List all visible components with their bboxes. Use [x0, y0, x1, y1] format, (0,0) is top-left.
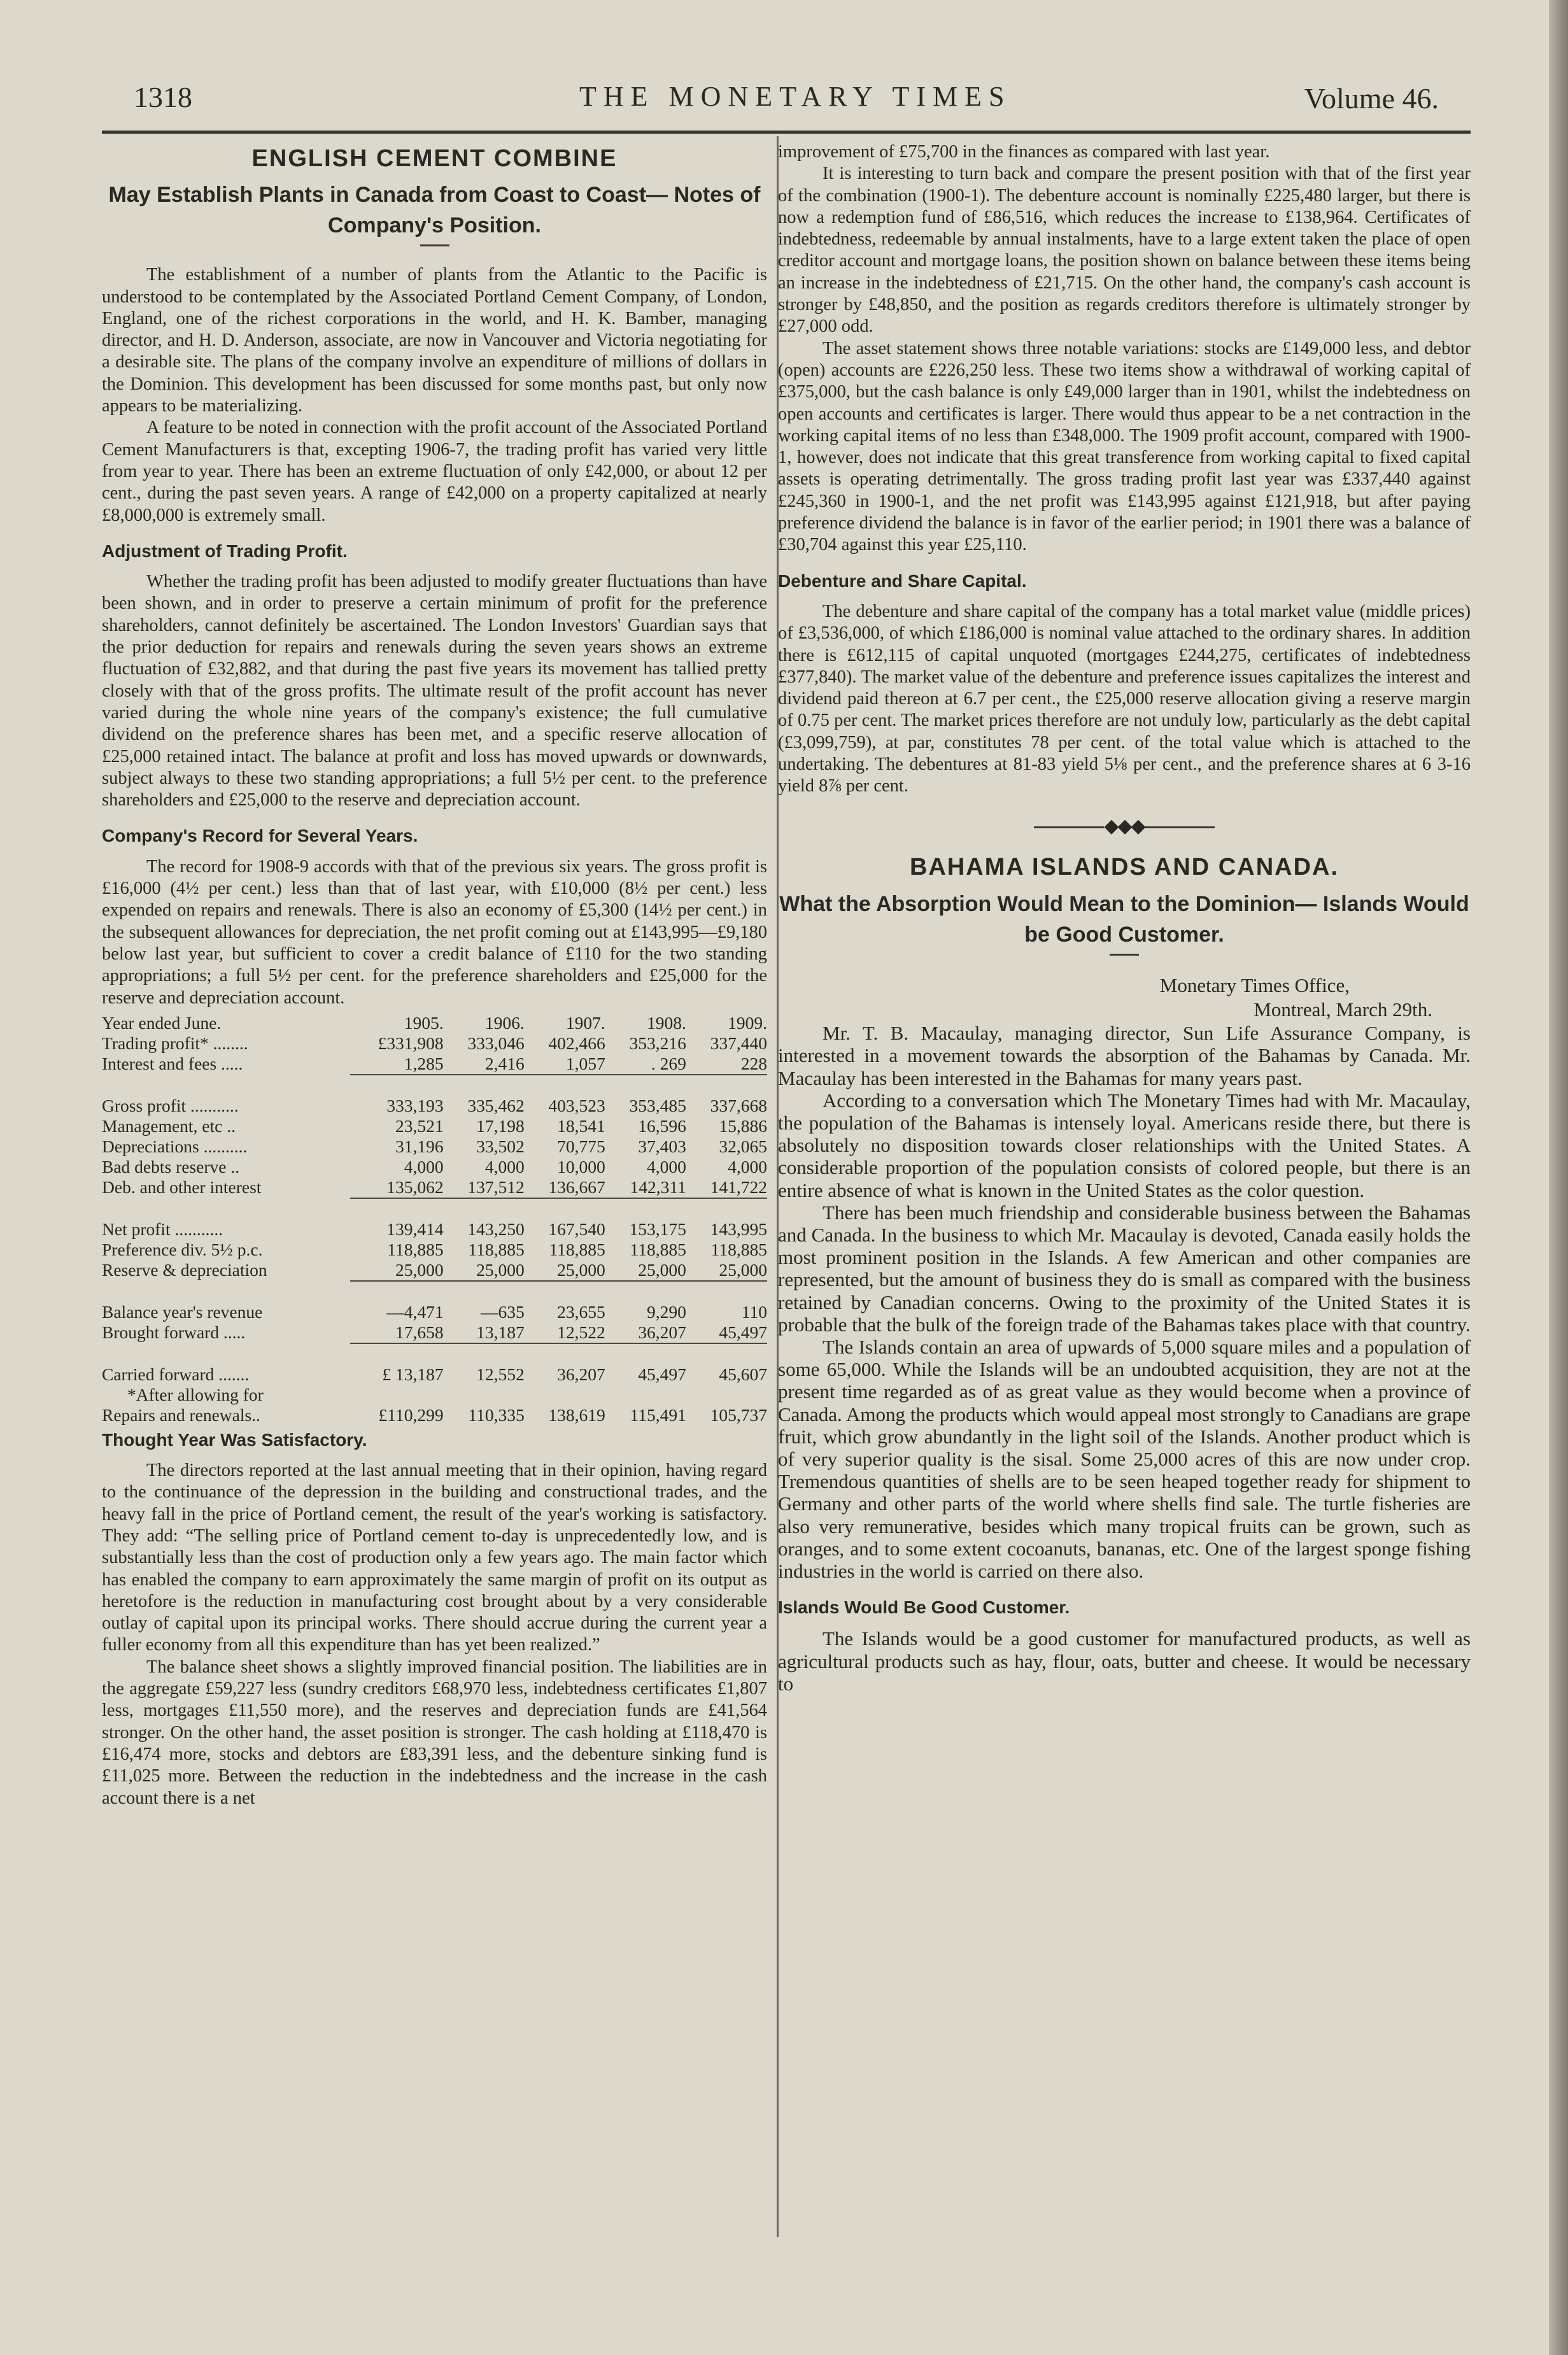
table-cell: 143,250 — [467, 1219, 525, 1239]
table-row — [102, 1054, 767, 1075]
title-dash — [420, 244, 449, 246]
table-note: *After allowing for — [127, 1384, 264, 1404]
table-cell: Net profit ........... — [102, 1219, 223, 1239]
right-column — [778, 141, 1471, 1695]
table-cell: 353,485 — [629, 1095, 686, 1115]
table-cell: 25,000 — [557, 1259, 605, 1280]
table-cell: 167,540 — [548, 1219, 605, 1239]
table-cell: 33,502 — [476, 1136, 525, 1156]
ornament-divider: ◆◆◆ — [778, 816, 1471, 837]
table-cell: 402,466 — [548, 1033, 605, 1053]
title-dash — [1110, 954, 1139, 956]
paragraph: It is interesting to turn back and compare the present position with that of the first year of the combination (1900-1). The debenture account is nominally £225,480 larger, but there is now a redemption fund of £86,516, which reduces the increase to £138,964. Certificates of indebtedness, redeemable by annual instalments, have to a large extent taken the place of open creditor account and mortgage loans, the position shown on balance between these items being an increase in the indebtedness of £21,715. On the other hand, the company's cash account is stronger by £48,850, and the position as regards creditors therefore is ultimately stronger by £27,000 odd. — [778, 164, 1471, 337]
table-cell: 45,497 — [638, 1364, 686, 1384]
left-column — [102, 141, 767, 1809]
table-cell: Depreciations .......... — [102, 1136, 248, 1156]
paragraph: The Islands would be a good customer for manufactured products, as well as agricultural products such as hay, flour, oats, butter and cheese. It would be necessary to — [778, 1627, 1471, 1695]
table-cell: 13,187 — [476, 1322, 525, 1342]
table-cell: 16,596 — [638, 1115, 686, 1136]
table-cell: Interest and fees ..... — [102, 1054, 243, 1074]
table-cell: 118,885 — [630, 1239, 686, 1259]
table-cell: 1,057 — [565, 1053, 605, 1073]
table-cell: Trading profit* ........ — [102, 1033, 248, 1053]
table-cell: 25,000 — [719, 1259, 767, 1280]
section-heading: Adjustment of Trading Profit. — [102, 541, 348, 561]
table-cell: Bad debts reserve .. — [102, 1156, 240, 1177]
table-cell: 1908. — [647, 1012, 686, 1033]
table-cell: Preference div. 5½ p.c. — [102, 1239, 263, 1259]
table-row — [102, 1240, 767, 1260]
table-cell: £331,908 — [378, 1033, 444, 1053]
table-cell: 1909. — [728, 1012, 767, 1033]
table-cell: 403,523 — [548, 1095, 605, 1115]
table-row — [102, 1177, 767, 1198]
table-cell: 2,416 — [484, 1053, 525, 1073]
table-cell: 45,607 — [719, 1364, 767, 1384]
table-cell: . 269 — [651, 1053, 686, 1073]
table-cell: 17,198 — [476, 1115, 525, 1136]
table-cell: 333,046 — [467, 1033, 525, 1053]
table-cell: 337,440 — [710, 1033, 767, 1053]
table-cell: 32,065 — [719, 1136, 767, 1156]
table-cell: Balance year's revenue — [102, 1301, 263, 1322]
page-number: 1318 — [134, 81, 192, 113]
table-cell: £110,299 — [378, 1404, 444, 1425]
section-heading: Company's Record for Several Years. — [102, 826, 418, 846]
table-row — [102, 1405, 767, 1425]
paragraph: Mr. T. B. Macaulay, managing director, Sun Life Assurance Company, is interested in a movement towards the absorption of the Bahamas by Canada. Mr. Macaulay has been interested in the Bahamas for many years past. — [778, 1022, 1471, 1089]
table-cell: Carried forward ....... — [102, 1364, 250, 1384]
table-cell: 25,000 — [395, 1259, 444, 1280]
table-cell: 37,403 — [638, 1136, 686, 1156]
table-cell: 4,000 — [728, 1156, 767, 1177]
table-row — [102, 1136, 767, 1157]
table-cell: 138,619 — [548, 1404, 605, 1425]
table-cell: 4,000 — [647, 1156, 686, 1177]
paragraph: The debenture and share capital of the company has a total market value (middle prices) of £3,536,000, of which £186,000 is nominal value attached to the ordinary shares. In addition there is £612,115 of capital unquoted (mortgages £244,275, certificates of indebtedness £377,840). The market value of the debenture and preference issues capitalizes the interest and dividend paid thereon at 6.7 per cent., the £25,000 reserve allocation giving a reserve margin of 0.75 per cent. The market prices therefore are not unduly low, particularly as the debt capital (£3,099,759), at par, constitutes 78 per cent. of the total value which is attached to the undertaking. The debentures at 81-83 yield 5⅛ per cent., and the preference shares at 6 3-16 yield 8⅞ per cent. — [778, 601, 1471, 796]
table-cell: 23,521 — [395, 1115, 444, 1136]
table-cell: 118,885 — [549, 1239, 605, 1259]
table-cell: 135,062 — [386, 1177, 444, 1197]
table-cell: £ 13,187 — [382, 1364, 444, 1384]
table-cell: 36,207 — [638, 1322, 686, 1342]
paragraph: The record for 1908-9 accords with that of the previous six years. The gross profit is £16,000 (4½ per cent.) less than that of last year, with £10,000 (8½ per cent.) less expended on repairs and renewals. There is also an economy of £5,300 (14½ per cent.) in the subsequent allowances for depreciation, the net profit coming out at £143,995—£9,180 below last year, but sufficient to cover a credit balance of £110 for the two standing appropriations; a full 5½ per cent. for the preference shareholders and £25,000 for the reserve and depreciation account. — [102, 856, 767, 1008]
table-cell: Year ended June. — [102, 1012, 222, 1033]
table-cell: 118,885 — [468, 1239, 525, 1259]
table-cell: Repairs and renewals.. — [102, 1404, 260, 1425]
table-cell: 12,552 — [476, 1364, 525, 1384]
table-cell: 45,497 — [719, 1322, 767, 1342]
table-cell: 1,285 — [404, 1053, 444, 1073]
paragraph: Whether the trading profit has been adjusted to modify greater fluctuations than have been shown, and in order to preserve a certain minimum of profit for the preference shareholders, cannot definitely be ascertained. The London Investors' Guardian says that the prior deduction for repairs and renewals during the seven years shows an extreme fluctuation of £32,882, and that during the past five years its movement has tallied pretty closely with that of the gross profits. The ultimate result of the profit account has never varied during the whole nine years of the company's existence; the full cumulative dividend on the preference shares has been met, and a specific reserve allocation of £25,000 retained intact. The balance at profit and loss has moved upwards or downwards, subject always to these two standing appropriations; a full 5½ per cent. to the preference shareholders and £25,000 to the reserve and depreciation account. — [102, 572, 767, 810]
table-cell: 141,722 — [710, 1177, 767, 1197]
paragraph: According to a conversation which The Monetary Times had with Mr. Macaulay, the population of the Bahamas is intensely loyal. Americans reside there, but there is absolutely no disposition towards closer relationships with the United States. A considerable proportion of the population consists of colored people, but there is an entire absence of what is known in the United States as the color question. — [778, 1089, 1471, 1201]
paragraph: A feature to be noted in connection with the profit account of the Associated Portland Cement Manufacturers is that, excepting 1906-7, the trading profit has varied very little from year to year. There has been an extreme fluctuation of only £42,000, or about 12 per cent., during the past seven years. A range of £42,000 on a property capitalized at nearly £8,000,000 is extremely small. — [102, 418, 767, 525]
table-rule-row — [102, 1281, 767, 1302]
table-note-row — [102, 1385, 767, 1405]
table-cell: 15,886 — [719, 1115, 767, 1136]
paragraph: The asset statement shows three notable variations: stocks are £149,000 less, and debtor (open) accounts are £226,250 less. These two items show a withdrawal of working capital of £375,000, but the cash balance is only £49,000 larger than in 1901, whilst the indebtedness on open accounts and certificates is larger. There would thus appear to be a net contraction in the working capital items of no less than £348,000. The 1909 profit account, compared with 1900-1, however, does not indicate that this great transference from working capital to fixed capital assets is operating detrimentally. The gross trading profit last year was £337,440 against £245,360 in 1900-1, and the net profit was £143,995 against £121,918, but after paying preference dividend the balance is in favor of the earlier period; in 1901 there was a balance of £30,704 against this year £25,110. — [778, 338, 1471, 555]
table-cell: 105,737 — [710, 1404, 767, 1425]
paragraph: The Islands contain an area of upwards of 5,000 square miles and a population of some 65,000. While the Islands will be an undoubted acquisition, they are not at the present time regarded as of as great value as they would become when a province of Canada. Among the products which would appeal most strongly to Canadians are grape fruit, which grow abundantly in the light soil of the Islands. Another product which is of very superior quality is the sisal. Some 25,000 acres of this are now under crop. Tremendous quantities of shells are to be seen heaped together ready for shipment to Germany and other parts of the world where shells find sale. The turtle fisheries are also very remunerative, besides which many tropical fruits can be grown, such as oranges, and to some extent cocoanuts, bananas, etc. One of the largest sponge fishing industries in the world is carried on there also. — [778, 1335, 1471, 1582]
table-cell: 18,541 — [557, 1115, 605, 1136]
bahama-article — [778, 853, 1471, 1695]
table-rule-row — [102, 1198, 767, 1219]
table-cell: 70,775 — [557, 1136, 605, 1156]
table-cell: 4,000 — [484, 1156, 525, 1177]
table-cell: Management, etc .. — [102, 1115, 236, 1136]
table-cell: 25,000 — [638, 1259, 686, 1280]
table-row — [102, 1033, 767, 1054]
table-cell: 337,668 — [710, 1095, 767, 1115]
table-cell: —4,471 — [386, 1301, 444, 1322]
table-cell: 1905. — [404, 1012, 444, 1033]
journal-title: THE MONETARY TIMES — [579, 81, 1012, 112]
paragraph: There has been much friendship and considerable business between the Bahamas and Canada. In the business to which Mr. Macaulay is devoted, Canada easily holds the most prominent position in the Islands. A few American and other companies are represented, but the amount of business they do is small as compared with the business retained by Canadian concerns. Owing to the proximity of the United States it is probable that the bulk of the foreign trade of the Bahamas takes place with that country. — [778, 1201, 1471, 1336]
table-cell: Deb. and other interest — [102, 1177, 262, 1198]
table-cell: 228 — [740, 1053, 767, 1073]
table-cell: 353,216 — [629, 1033, 686, 1053]
header-rule — [102, 131, 1471, 134]
table-cell: 136,667 — [548, 1177, 605, 1197]
table-row — [102, 1157, 767, 1177]
table-cell: 143,995 — [710, 1219, 767, 1239]
article-subtitle: May Establish Plants in Canada from Coast to Coast— Notes of Company's Position. — [108, 183, 761, 238]
dateline — [778, 973, 1471, 1022]
table-cell: 12,522 — [557, 1322, 605, 1342]
table-cell: 142,311 — [630, 1177, 686, 1197]
paragraph: The directors reported at the last annual meeting that in their opinion, having regard to the continuance of the depression in the building and constructional trades, and the heavy fall in the price of Portland cement, the result of the year's working is satisfactory. They add: “The selling price of Portland cement to-day is unprecedentedly low, and is substantially less than the cost of production only a few years ago. The main factor which has enabled the company to earn approximately the same margin of profit on its output as heretofore is the reduction in manufacturing cost brought about by a very considerable outlay of capital upon its principal works. There should accrue during the current year a fuller economy from all this expenditure than has yet been realized.” — [102, 1460, 767, 1655]
table-cell: 10,000 — [557, 1156, 605, 1177]
table-cell: 137,512 — [467, 1177, 525, 1197]
page-header — [95, 75, 1451, 126]
table-row — [102, 1260, 767, 1281]
paragraph: The establishment of a number of plants from the Atlantic to the Pacific is understood to be contemplated by the Associated Portland Cement Company, of London, England, one of the richest corporations in the world, and H. K. Bamber, managing director, and H. D. Anderson, associate, are now in Vancouver and Victoria negotiating for a desirable site. The plans of the company involve an expenditure of millions of dollars in the Dominion. This development has been discussed for some months past, but only now appears to be materializing. — [102, 265, 767, 416]
table-cell: 118,885 — [710, 1239, 767, 1259]
table-rule-row — [102, 1075, 767, 1096]
table-row — [102, 1219, 767, 1240]
table-cell: 31,196 — [395, 1136, 444, 1156]
table-cell: Reserve & depreciation — [102, 1260, 267, 1280]
table-row — [102, 1116, 767, 1136]
table-cell: 110,335 — [468, 1404, 525, 1425]
table-cell: 25,000 — [476, 1259, 525, 1280]
table-cell: 110 — [741, 1301, 767, 1322]
table-header-row — [102, 1013, 767, 1033]
profit-table — [102, 1013, 767, 1425]
article-title: ENGLISH CEMENT COMBINE — [251, 145, 618, 172]
dateline-office: Monetary Times Office, — [1159, 974, 1350, 997]
table-rule-row — [102, 1343, 767, 1364]
table-cell: 153,175 — [629, 1219, 686, 1239]
table-cell: 118,885 — [387, 1239, 444, 1259]
paragraph: The balance sheet shows a slightly improved financial position. The liabilities are in the aggregate £59,227 less (sundry creditors £68,970 less, indebtedness certificates £1,807 less, mortgages £11,550 more), and the reserves and depreciation funds are £41,564 stronger. On the other hand, the asset position is stronger. The cash holding at £118,470 is £16,474 more, stocks and debtors are £83,391 less, and the debenture sinking fund is £11,025 more. Between the reduction in the indebtedness and the increase in the cash account there is a net — [102, 1657, 767, 1808]
dateline-place: Montreal, March 29th. — [1254, 998, 1432, 1021]
paragraph: improvement of £75,700 in the finances as compared with last year. — [778, 142, 1270, 162]
section-heading: Debenture and Share Capital. — [778, 570, 1027, 591]
table-cell: 9,290 — [647, 1301, 686, 1322]
table-cell: 23,655 — [557, 1301, 605, 1322]
table-cell: 1907. — [565, 1012, 605, 1033]
table-cell: 17,658 — [395, 1322, 444, 1342]
table-cell: 115,491 — [630, 1404, 686, 1425]
table-row — [102, 1096, 767, 1116]
table-cell: Gross profit ........... — [102, 1095, 239, 1115]
article-subtitle: What the Absorption Would Mean to the Dominion— Islands Would be Good Customer. — [779, 892, 1469, 947]
table-row — [102, 1302, 767, 1322]
article-title: BAHAMA ISLANDS AND CANADA. — [909, 853, 1339, 880]
table-cell: 36,207 — [557, 1364, 605, 1384]
table-cell: 1906. — [484, 1012, 525, 1033]
table-cell: —635 — [480, 1301, 525, 1322]
table-cell: 335,462 — [467, 1095, 525, 1115]
volume-label: Volume 46. — [1304, 82, 1439, 115]
page-spine — [1549, 0, 1568, 2355]
table-row — [102, 1364, 767, 1385]
table-cell: 139,414 — [386, 1219, 444, 1239]
section-heading: Islands Would Be Good Customer. — [778, 1597, 1070, 1618]
table-cell: 4,000 — [404, 1156, 444, 1177]
section-heading: Thought Year Was Satisfactory. — [102, 1429, 367, 1450]
table-cell: Brought forward ..... — [102, 1322, 246, 1343]
table-row — [102, 1322, 767, 1343]
table-cell: 333,193 — [386, 1095, 444, 1115]
